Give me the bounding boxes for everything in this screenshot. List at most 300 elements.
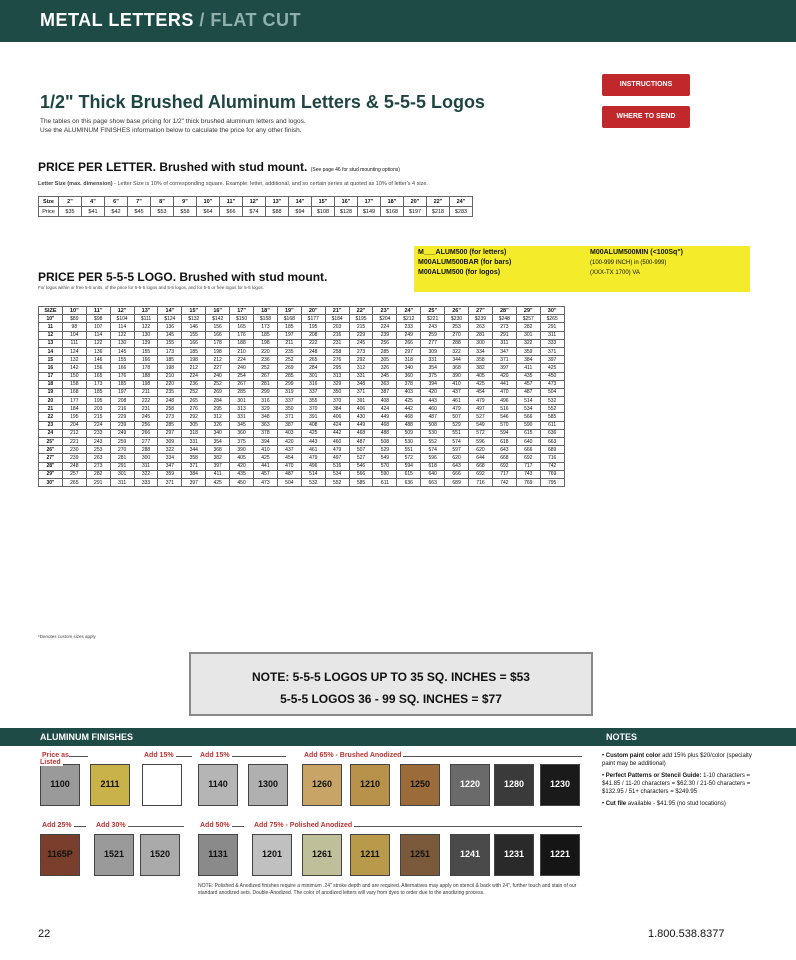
logo-price-cell: 403: [397, 388, 421, 396]
logo-price-cell: 769: [516, 478, 540, 486]
logo-price-cell: 514: [301, 470, 325, 478]
logo-price-cell: 333: [540, 339, 564, 347]
logo-price-cell: 301: [230, 397, 254, 405]
logo-price-cell: 166: [206, 331, 230, 339]
logo-price-cell: 378: [397, 380, 421, 388]
logo-price-cell: 620: [469, 446, 493, 454]
logo-head-cell: 27": [469, 307, 493, 315]
logo-price-cell: 348: [254, 413, 278, 421]
logo-price-cell: 468: [349, 429, 373, 437]
logo-price-cell: 266: [397, 339, 421, 347]
logo-price-cell: 384: [182, 470, 206, 478]
logo-price-cell: 156: [86, 364, 110, 372]
logo-price-cell: 285: [158, 421, 182, 429]
logo-price-cell: 173: [254, 323, 278, 331]
logo-price-cell: 566: [349, 470, 373, 478]
logo-price-cell: 470: [277, 462, 301, 470]
logo-price-cell: 229: [349, 331, 373, 339]
logo-price-cell: 236: [254, 356, 278, 364]
table-row: [39, 405, 565, 413]
logo-price-cell: 497: [469, 405, 493, 413]
letter-price-cell: $64: [197, 207, 220, 217]
finish-swatch: 1300: [248, 764, 288, 806]
logo-price-cell: 716: [540, 454, 564, 462]
logo-price-cell: 331: [349, 372, 373, 380]
table-row: [39, 347, 565, 355]
logo-head-cell: 25": [421, 307, 445, 315]
letter-price-cell: $218: [427, 207, 450, 217]
logo-price-cell: 176: [110, 372, 134, 380]
logo-price-cell: 391: [301, 413, 325, 421]
letter-size-note: Letter Size (max. dimension) - Letter Size is 10% of corresponding square. Example: letter, additional, and so certain series at quoted as 10% of letter's 4 size.: [38, 181, 428, 187]
logo-price-cell: 488: [397, 421, 421, 429]
logo-price-cell: 611: [540, 421, 564, 429]
logo-price-cell: 266: [134, 429, 158, 437]
logo-price-cell: 198: [182, 356, 206, 364]
finish-group-label: Add 30%: [94, 826, 184, 834]
logo-price-cell: 354: [206, 438, 230, 446]
logo-price-cell: 636: [540, 429, 564, 437]
logo-price-cell: 235: [277, 347, 301, 355]
logo-price-cell: 585: [349, 478, 373, 486]
logo-price-cell: 210: [230, 347, 254, 355]
finish-swatch: 1260: [302, 764, 342, 806]
logo-price-cell: 185: [254, 331, 278, 339]
logo-price-cell: 596: [421, 454, 445, 462]
logo-price-cell: 508: [421, 421, 445, 429]
logo-price-cell: 257: [62, 470, 86, 478]
logo-price-cell: 27": [39, 454, 63, 462]
logo-price-cell: 299: [277, 380, 301, 388]
logo-price-cell: 20: [39, 397, 63, 405]
logo-price-cell: 277: [421, 339, 445, 347]
logo-price-cell: 29": [39, 470, 63, 478]
logo-price-cell: 461: [445, 397, 469, 405]
logo-price-cell: 666: [445, 470, 469, 478]
logo-price-cell: 529: [445, 421, 469, 429]
logo-price-cell: 442: [397, 405, 421, 413]
logo-price-cell: 420: [492, 372, 516, 380]
logo-price-cell: $89: [62, 315, 86, 323]
letter-size-cell: 24": [450, 197, 473, 207]
logo-price-cell: 288: [445, 339, 469, 347]
logo-price-cell: 527: [469, 413, 493, 421]
logo-price-cell: 443: [301, 438, 325, 446]
logo-price-cell: 411: [206, 470, 230, 478]
logo-price-cell: 468: [397, 413, 421, 421]
logo-price-cell: 270: [445, 331, 469, 339]
logo-price-cell: 155: [134, 347, 158, 355]
logo-price-cell: 643: [492, 446, 516, 454]
logo-price-cell: 215: [349, 323, 373, 331]
logo-price-cell: 248: [62, 462, 86, 470]
logo-price-cell: 769: [540, 470, 564, 478]
logo-price-cell: 359: [516, 347, 540, 355]
logo-price-cell: 313: [325, 372, 349, 380]
logo-price-cell: 203: [325, 323, 349, 331]
logo-price-cell: 155: [158, 339, 182, 347]
logo-price-cell: 166: [182, 339, 206, 347]
logo-price-cell: 263: [86, 454, 110, 462]
logo-price-cell: 276: [325, 356, 349, 364]
table-row: [39, 478, 565, 486]
logo-head-cell: 29": [516, 307, 540, 315]
logo-price-cell: 11: [39, 323, 63, 331]
logo-price-cell: 337: [277, 397, 301, 405]
logo-price-cell: 211: [277, 339, 301, 347]
finish-swatch: 1230: [540, 764, 580, 806]
logo-price-cell: 468: [373, 421, 397, 429]
logo-price-cell: 316: [254, 397, 278, 405]
custom-size-note: *Denotes custom sizes apply: [38, 634, 96, 639]
logo-price-cell: 597: [445, 446, 469, 454]
finish-swatch: 1165P: [40, 834, 80, 876]
logo-price-cell: 311: [540, 331, 564, 339]
logo-price-cell: 195: [62, 413, 86, 421]
logo-price-cell: 454: [277, 454, 301, 462]
logo-price-cell: 212: [206, 356, 230, 364]
logo-price-cell: 331: [421, 356, 445, 364]
logo-price-cell: 552: [325, 478, 349, 486]
logo-price-cell: 259: [110, 438, 134, 446]
logo-price-cell: 350: [325, 388, 349, 396]
finish-swatch: 1520: [140, 834, 180, 876]
logo-price-cell: 585: [540, 413, 564, 421]
logo-price-cell: 663: [540, 438, 564, 446]
logo-price-cell: 384: [325, 405, 349, 413]
logo-price-cell: 473: [254, 478, 278, 486]
logo-price-cell: 363: [254, 421, 278, 429]
logo-price-cell: 394: [254, 438, 278, 446]
logo-price-cell: 318: [397, 356, 421, 364]
logo-price-cell: 254: [230, 372, 254, 380]
logo-price-cell: 216: [325, 331, 349, 339]
logo-price-cell: 258: [158, 405, 182, 413]
finish-group-label: Add 75% - Polished Anodized: [252, 826, 582, 834]
logo-price-cell: 145: [110, 347, 134, 355]
logo-price-cell: 240: [230, 364, 254, 372]
logo-price-cell: 689: [445, 478, 469, 486]
letter-price-cell: $108: [312, 207, 335, 217]
finish-swatch: 1231: [494, 834, 534, 876]
logo-price-cell: 322: [158, 446, 182, 454]
letter-price-cell: $94: [289, 207, 312, 217]
logo-price-cell: 265: [301, 356, 325, 364]
logo-price-cell: 509: [397, 429, 421, 437]
logo-price-cell: 425: [301, 429, 325, 437]
logo-price-cell: 301: [110, 470, 134, 478]
logo-price-cell: 311: [134, 462, 158, 470]
logo-price-cell: 425: [254, 454, 278, 462]
table-row: [39, 446, 565, 454]
finishes-bar: ALUMINUM FINISHES NOTES: [0, 728, 796, 746]
finish-swatch: 1140: [198, 764, 238, 806]
logo-price-cell: 256: [134, 421, 158, 429]
logo-price-cell: 743: [516, 470, 540, 478]
logo-price-cell: 479: [325, 446, 349, 454]
logo-price-cell: 265: [62, 478, 86, 486]
logo-price-cell: 487: [277, 470, 301, 478]
logo-price-cell: 231: [325, 339, 349, 347]
logo-price-cell: 185: [182, 347, 206, 355]
table-row: [39, 380, 565, 388]
logo-price-cell: 292: [349, 356, 373, 364]
finish-swatch: 1211: [350, 834, 390, 876]
logo-price-cell: 371: [540, 347, 564, 355]
logo-price-cell: 111: [62, 339, 86, 347]
logo-price-cell: 156: [206, 323, 230, 331]
logo-price-cell: 387: [373, 388, 397, 396]
letter-size-cell: 20": [404, 197, 427, 207]
logo-price-cell: 282: [516, 323, 540, 331]
logo-price-cell: 273: [349, 347, 373, 355]
logo-price-cell: 249: [397, 331, 421, 339]
logo-price-cell: 371: [158, 478, 182, 486]
logo-price-cell: 347: [158, 462, 182, 470]
logo-price-cell: 403: [277, 429, 301, 437]
logo-price-cell: 236: [182, 380, 206, 388]
letter-price-cell: $45: [128, 207, 151, 217]
logo-price-cell: 291: [540, 323, 564, 331]
logo-price-cell: 420: [277, 438, 301, 446]
logo-price-cell: 405: [469, 372, 493, 380]
logo-price-cell: 285: [373, 347, 397, 355]
logo-price-cell: 136: [86, 347, 110, 355]
logo-head-cell: 11": [86, 307, 110, 315]
logo-price-cell: 28": [39, 462, 63, 470]
page-title: 1/2" Thick Brushed Aluminum Letters & 5-5-5 Logos: [40, 92, 485, 112]
logo-price-cell: 312: [349, 364, 373, 372]
logo-price-cell: 281: [254, 380, 278, 388]
logo-price-cell: 269: [277, 364, 301, 372]
logo-price-cell: 204: [62, 421, 86, 429]
logo-price-cell: 615: [516, 429, 540, 437]
logo-price-cell: 197: [110, 388, 134, 396]
logo-price-cell: 375: [421, 372, 445, 380]
logo-price-cell: 197: [277, 331, 301, 339]
finish-group-label: Price as Listed: [40, 756, 88, 771]
logo-price-cell: 347: [492, 347, 516, 355]
logo-price-cell: 425: [206, 478, 230, 486]
logo-price-cell: 297: [158, 429, 182, 437]
logo-price-cell: 514: [516, 397, 540, 405]
finish-swatch: 1241: [450, 834, 490, 876]
letter-price-cell: $168: [381, 207, 404, 217]
logo-price-cell: 240: [206, 372, 230, 380]
logo-price-cell: 340: [206, 429, 230, 437]
logo-price-cell: 252: [254, 364, 278, 372]
logo-price-cell: 208: [301, 331, 325, 339]
logo-price-cell: 355: [301, 397, 325, 405]
logo-price-cell: 221: [62, 438, 86, 446]
logo-price-cell: 435: [516, 372, 540, 380]
logo-price-cell: 594: [492, 429, 516, 437]
logo-note: For logos within or free 5-5 units, of the price for 5-5-5 logos and 5-5 logos, and for 5-5 or free logos for 5-5 logos.: [38, 285, 264, 290]
letter-size-cell: 16": [335, 197, 358, 207]
logo-price-cell: 508: [373, 438, 397, 446]
table-row: [39, 470, 565, 478]
logo-price-cell: 742: [492, 478, 516, 486]
table-row: [39, 364, 565, 372]
logo-price-cell: 496: [492, 397, 516, 405]
logo-price-cell: 252: [182, 388, 206, 396]
logo-price-cell: $98: [86, 315, 110, 323]
logo-price-cell: 300: [469, 339, 493, 347]
logo-head-cell: 19": [277, 307, 301, 315]
logo-price-cell: 267: [254, 372, 278, 380]
logo-price-cell: 155: [182, 331, 206, 339]
logo-price-cell: 184: [62, 405, 86, 413]
finish-swatch: 1280: [494, 764, 534, 806]
logo-price-cell: 692: [492, 462, 516, 470]
logo-price-cell: 24: [39, 429, 63, 437]
logo-price-cell: 405: [230, 454, 254, 462]
table-row: [39, 323, 565, 331]
logo-price-cell: 295: [206, 405, 230, 413]
logo-price-cell: 301: [301, 372, 325, 380]
table-row: [39, 356, 565, 364]
logo-price-cell: 276: [182, 405, 206, 413]
logo-price-cell: 408: [301, 421, 325, 429]
logo-price-cell: 166: [134, 356, 158, 364]
logo-price-cell: 265: [182, 397, 206, 405]
logo-price-cell: 424: [373, 405, 397, 413]
logo-head-cell: 20": [301, 307, 325, 315]
logo-price-cell: 644: [469, 454, 493, 462]
logo-price-cell: $177: [301, 315, 325, 323]
logo-price-cell: 435: [230, 470, 254, 478]
logo-price-cell: 692: [469, 470, 493, 478]
logo-price-cell: 689: [540, 446, 564, 454]
logo-price-cell: 387: [277, 421, 301, 429]
logo-head-cell: 22": [349, 307, 373, 315]
logo-price-cell: 479: [301, 454, 325, 462]
letter-size-cell: 13": [266, 197, 289, 207]
phone-number: 1.800.538.8377: [648, 928, 725, 940]
logo-head-cell: 16": [206, 307, 230, 315]
logo-price-cell: 291: [492, 331, 516, 339]
logo-price-cell: 345: [230, 421, 254, 429]
logo-head-cell: 10": [62, 307, 86, 315]
logo-price-cell: 574: [445, 438, 469, 446]
logo-price-cell: 529: [373, 446, 397, 454]
logo-price-cell: 437: [445, 388, 469, 396]
logo-price-cell: 185: [110, 380, 134, 388]
logo-price-cell: 460: [421, 405, 445, 413]
logo-price-cell: 590: [516, 421, 540, 429]
logo-price-cell: 26": [39, 446, 63, 454]
logo-price-cell: 198: [206, 347, 230, 355]
logo-price-cell: 285: [277, 372, 301, 380]
logo-price-cell: 329: [254, 405, 278, 413]
logo-price-table: [38, 306, 565, 487]
logo-price-cell: 570: [373, 462, 397, 470]
logo-price-cell: 188: [230, 339, 254, 347]
instructions-button[interactable]: INSTRUCTIONS: [602, 74, 690, 96]
logo-price-cell: 195: [86, 397, 110, 405]
logo-price-cell: 496: [301, 462, 325, 470]
logo-head-cell: 28": [492, 307, 516, 315]
notes-list: • Custom paint color add 15% plus $20/color (specialty paint may be additional) • Perfect Patterns or Stencil Guide: 1-10 characters = $41.85 / 11-20 characters = $62.30 / 21-50 characters = $132.95 / 51+ characters = $249.95 • Cut file available - $41.95 (no stud locations): [602, 753, 752, 807]
logo-price-cell: 185: [277, 323, 301, 331]
logo-price-cell: 457: [516, 380, 540, 388]
logo-price-cell: 288: [134, 446, 158, 454]
logo-price-cell: 299: [254, 388, 278, 396]
letter-price-cell: Price: [39, 207, 59, 217]
logo-price-cell: 291: [86, 478, 110, 486]
logo-price-cell: 640: [516, 438, 540, 446]
finish-group-label: Add 65% - Brushed Anodized: [302, 756, 582, 764]
logo-price-cell: 292: [182, 413, 206, 421]
logo-price-cell: 245: [349, 339, 373, 347]
logo-price-cell: 473: [540, 380, 564, 388]
logo-price-cell: 224: [373, 323, 397, 331]
logo-price-cell: 185: [86, 388, 110, 396]
letter-price-cell: $88: [266, 207, 289, 217]
letter-size-cell: 9": [174, 197, 197, 207]
logo-price-cell: $265: [540, 315, 564, 323]
logo-price-cell: 643: [445, 462, 469, 470]
logo-price-cell: 668: [492, 454, 516, 462]
logo-price-cell: 450: [540, 372, 564, 380]
logo-price-cell: 450: [230, 478, 254, 486]
logo-price-cell: 130: [134, 331, 158, 339]
letter-price-cell: $66: [220, 207, 243, 217]
logo-price-cell: 371: [182, 462, 206, 470]
logo-price-cell: 596: [469, 438, 493, 446]
where-to-send-button[interactable]: WHERE TO SEND: [602, 106, 690, 128]
logo-price-cell: 360: [397, 372, 421, 380]
logo-price-cell: 273: [86, 462, 110, 470]
logo-price-cell: 507: [445, 413, 469, 421]
letter-size-cell: 11": [220, 197, 243, 207]
logo-price-cell: 391: [349, 397, 373, 405]
logo-price-cell: 322: [134, 470, 158, 478]
logo-price-cell: 229: [110, 413, 134, 421]
logo-head-cell: 21": [325, 307, 349, 315]
logo-price-cell: $132: [182, 315, 206, 323]
logo-price-cell: 552: [540, 405, 564, 413]
logo-price-cell: 333: [134, 478, 158, 486]
logo-price-cell: 318: [182, 429, 206, 437]
table-row: [39, 462, 565, 470]
logo-price-cell: 173: [158, 347, 182, 355]
logo-price-cell: 594: [397, 462, 421, 470]
logo-price-cell: 795: [540, 478, 564, 486]
logo-price-cell: 716: [469, 478, 493, 486]
logo-price-cell: 284: [206, 397, 230, 405]
logo-price-cell: 454: [469, 388, 493, 396]
logo-price-cell: 104: [62, 331, 86, 339]
logo-price-cell: 216: [110, 405, 134, 413]
logo-price-cell: 382: [206, 454, 230, 462]
logo-price-cell: 212: [62, 429, 86, 437]
logo-price-cell: 551: [445, 429, 469, 437]
logo-price-cell: 615: [397, 470, 421, 478]
logo-price-cell: 132: [62, 356, 86, 364]
logo-price-cell: 281: [110, 454, 134, 462]
logo-price-cell: 146: [182, 323, 206, 331]
finish-swatch: 1131: [198, 834, 238, 876]
logo-price-cell: 546: [492, 413, 516, 421]
logo-price-cell: 16: [39, 364, 63, 372]
logo-price-cell: 322: [445, 347, 469, 355]
logo-head-cell: 30": [540, 307, 564, 315]
logo-price-cell: $230: [445, 315, 469, 323]
logo-price-cell: 300: [134, 454, 158, 462]
letter-size-cell: Size: [39, 197, 59, 207]
part-number-box: M___ALUM500 (for letters) M00ALUM500BAR (for bars) M00ALUM500 (for logos) M00ALUM500MIN (<100Sq") (100-999 INCH) in (500-999) (XXX-TX 1700) VA: [414, 246, 750, 292]
